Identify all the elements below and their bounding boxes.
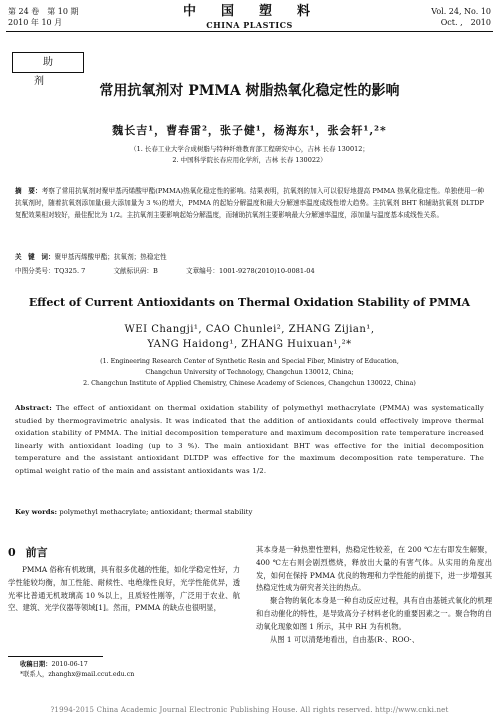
keywords-en — [15, 506, 484, 518]
received-label: 收稿日期： — [20, 661, 52, 668]
affiliation-en-1: (1. Engineering Research Center of Synthetic Resin and Special Fiber, Ministry of Education, — [100, 358, 399, 365]
volume-issue-cn: 第 24 卷 第 10 期 — [8, 7, 79, 16]
title-en: Effect of Current Antioxidants on Thermal Oxidation Stability of PMMA — [28, 296, 471, 309]
keywords-en-label: Key words: — [15, 508, 58, 516]
intro-paragraph-3: 从图 1 可以清楚地看出，自由基(R·、ROO·、 — [270, 634, 420, 644]
footnote — [20, 660, 134, 680]
volume-issue-en: Vol. 24, No. 10 — [431, 7, 491, 16]
header-right — [431, 6, 491, 28]
journal-name-en: CHINA PLASTICS — [206, 20, 293, 30]
body-column-right — [256, 544, 492, 646]
affiliation-cn-2: 2. 中国科学院长春应用化学所，吉林 长春 130022） — [172, 156, 327, 164]
document-code: 文献标识码：B — [113, 267, 158, 275]
abstract-cn — [15, 185, 484, 221]
received-value: 2010-06-17 — [51, 661, 88, 668]
classification-line — [15, 265, 484, 277]
clc-number: 中图分类号：TQ325. 7 — [15, 267, 86, 275]
title-cn: 常用抗氧剂对 PMMA 树脂热氧化稳定性的影响 — [99, 83, 400, 99]
affiliations-cn — [40, 144, 459, 166]
date-en: Oct. , 2010 — [440, 18, 491, 27]
abstract-en-label: Abstract: — [15, 404, 53, 412]
date-cn: 2010 年 10 月 — [8, 18, 63, 27]
journal-name — [0, 4, 499, 31]
affiliations-en — [20, 356, 479, 389]
authors-en — [0, 322, 499, 352]
received-date — [20, 660, 134, 670]
intro-paragraph-1-cont: 其本身是一种热塑性塑料，热稳定性较差，在 200 ℃左右即发生解聚，400 ℃左右则会剧烈燃烧，释放出大量的有害气体。从实用的角度出发，如何在保持 PMMA 优良的物理和力学性能的前提下，进一步增强其热稳定性成为研究者关注的热点。 — [256, 545, 492, 593]
keywords-cn-text: 聚甲基丙烯酸甲酯；抗氧剂；热稳定性 — [54, 253, 167, 261]
authors-en-line-2: YANG Haidong¹, ZHANG Huixuan¹,²* — [147, 339, 352, 350]
section-number: 0 — [8, 546, 16, 559]
article-number: 文章编号：1001-9278(2010)10-0081-04 — [185, 267, 315, 275]
keywords-cn-label: 关 键 词： — [15, 253, 55, 261]
contact-email: *联系人，zhanghx@mail.ccut.edu.cn — [20, 671, 135, 678]
authors-en-line-1: WEI Changji¹, CAO Chunlei², ZHANG Zijian¹, — [124, 324, 375, 335]
abstract-cn-text: 考察了常用抗氧剂对聚甲基丙烯酸甲酯(PMMA)热氧化稳定性的影响。结果表明，抗氧剂的加入可以很好地提高 PMMA 热氧化稳定性。单独使用一种抗氧剂时，随着抗氧剂添加量(最大添加量为 3 %)的增大，PMMA 的起始分解温度和最大分解速率温度成线性增大趋势。主抗氧剂 BHT 和辅助抗氧剂 DLTDP 复配效果相对较好，最佳配比为 1/2。主抗氧剂主要影响起始分解温度，而辅助抗氧剂主要影响最大分解速率温度，添加量与温度基本成线性关系。 — [15, 187, 484, 219]
copyright-line: ?1994-2015 China Academic Journal Electronic Publishing House. All rights reserved. http://www.cnki.net — [50, 706, 449, 714]
intro-paragraph-2: 聚合物的氧化本身是一种自动反应过程，具有自由基链式氧化的机理和自动催化的特性，是导致高分子材料老化的重要因素之一。聚合物的自动氧化现象如图 1 所示，其中 RH 为有机物。 — [256, 596, 492, 631]
abstract-cn-label: 摘 要： — [15, 187, 42, 195]
affiliation-en-3: 2. Changchun Institute of Applied Chemistry, Chinese Academy of Sciences, Changchun 130022, China) — [83, 380, 416, 387]
keywords-en-text: polymethyl methacrylate; antioxidant; thermal stability — [59, 508, 253, 516]
authors-cn: 魏长吉¹，曹春雷²，张子健¹，杨海东¹，张会轩¹,²* — [112, 124, 387, 137]
intro-paragraph-1: PMMA 俗称有机玻璃，具有很多优越的性能，如化学稳定性好，力学性能较均衡，加工性能、耐候性、电绝缘性良好，光学性能优异，透光率比普通无机玻璃高 10 %以上，且质轻性刚等，广泛用于农业、航空、建筑、光学仪器等领域[1]。然而，PMMA 的缺点也很明显， — [8, 565, 240, 613]
affiliation-cn-1: （1. 长春工业大学合成树脂与特种纤维教育部工程研究中心，吉林 长春 130012； — [130, 145, 369, 153]
footnote-rule — [8, 656, 103, 657]
abstract-en — [15, 402, 484, 477]
section-label: 助剂 — [12, 52, 84, 73]
section-heading-intro — [8, 544, 240, 560]
body-column-left — [8, 544, 240, 615]
journal-name-cn: 中 国 塑 料 — [182, 4, 316, 19]
header-rule — [6, 31, 493, 32]
affiliation-en-2: Changchun University of Technology, Changchun 130012, China; — [145, 369, 354, 376]
abstract-en-text: The effect of antioxidant on thermal oxidation stability of polymethyl methacrylate (PMMA) was systematically studied by thermogravimetric analysis. It was indicated that the addition of antioxidants could effectively improve thermal oxidation stability of PMMA. The initial decomposition temperature and maximum decomposition rate temperature increased linearly with antioxidant loading (up to 3 %). The main antioxidant BHT was effective for the initial decomposition temperature and the assistant antioxidant DLTDP was effective for the maximum decomposition rate temperature. The optimal weight ratio of the main and assistant antioxidants was 1/2. — [15, 404, 485, 475]
section-title: 前言 — [25, 546, 48, 559]
keywords-cn — [15, 251, 484, 263]
